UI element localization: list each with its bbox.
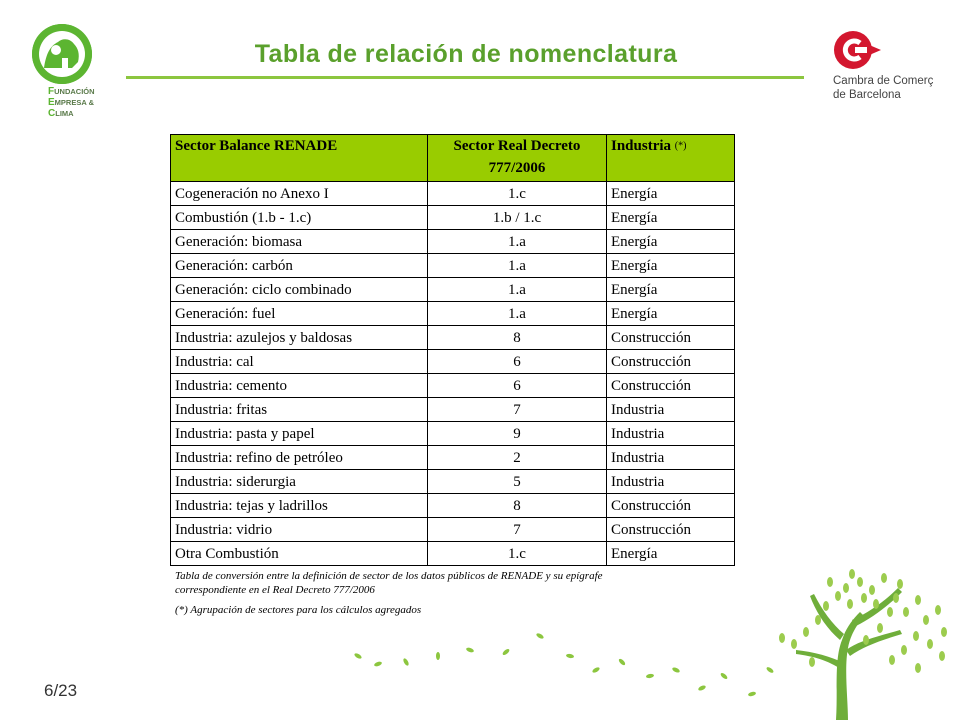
cell-sector-real-decreto: 1.a: [428, 230, 607, 254]
cell-sector-real-decreto: 6: [428, 350, 607, 374]
cell-sector-real-decreto: 8: [428, 494, 607, 518]
cell-industria: Industria: [607, 398, 735, 422]
cell-sector-real-decreto: 8: [428, 326, 607, 350]
cell-sector-renade: Industria: vidrio: [171, 518, 428, 542]
cell-industria: Construcción: [607, 326, 735, 350]
slide-title: Tabla de relación de nomenclatura: [254, 40, 678, 68]
header-sector-renade: Sector Balance RENADE: [171, 135, 428, 182]
cell-industria: Energía: [607, 182, 735, 206]
header-industria: Industria (*): [607, 135, 735, 182]
cell-sector-real-decreto: 7: [428, 398, 607, 422]
cell-industria: Construcción: [607, 374, 735, 398]
cell-sector-real-decreto: 2: [428, 446, 607, 470]
cell-industria: Industria: [607, 422, 735, 446]
cell-industria: Construcción: [607, 494, 735, 518]
cell-sector-real-decreto: 7: [428, 518, 607, 542]
cell-industria: Energía: [607, 206, 735, 230]
cell-sector-renade: Industria: tejas y ladrillos: [171, 494, 428, 518]
cell-sector-real-decreto: 1.a: [428, 254, 607, 278]
cell-sector-renade: Industria: fritas: [171, 398, 428, 422]
cell-industria: Energía: [607, 254, 735, 278]
cell-sector-real-decreto: 9: [428, 422, 607, 446]
cell-industria: Industria: [607, 446, 735, 470]
cambra-text: Cambra de Comerç de Barcelona: [833, 75, 934, 101]
cell-industria: Energía: [607, 542, 735, 566]
table-caption-line1: Tabla de conversión entre la definición de sector de los datos públicos de RENADE y su epígrafe: [175, 570, 603, 582]
cell-sector-renade: Generación: carbón: [171, 254, 428, 278]
cell-sector-renade: Generación: fuel: [171, 302, 428, 326]
cell-sector-renade: Otra Combustión: [171, 542, 428, 566]
cell-sector-renade: Industria: siderurgia: [171, 470, 428, 494]
cell-sector-real-decreto: 5: [428, 470, 607, 494]
cell-industria: Energía: [607, 278, 735, 302]
cell-industria: Construcción: [607, 350, 735, 374]
cell-sector-real-decreto: 1.c: [428, 182, 607, 206]
cell-industria: Construcción: [607, 518, 735, 542]
cell-sector-renade: Cogeneración no Anexo I: [171, 182, 428, 206]
logo-text: FUNDACIÓN EMPRESA & CLIMA: [48, 86, 95, 119]
cell-sector-real-decreto: 1.b / 1.c: [428, 206, 607, 230]
cell-sector-real-decreto: 1.a: [428, 278, 607, 302]
page-number: 6/23: [44, 681, 78, 700]
cell-industria: Industria: [607, 470, 735, 494]
cell-sector-renade: Generación: ciclo combinado: [171, 278, 428, 302]
cell-sector-renade: Industria: cal: [171, 350, 428, 374]
cell-sector-real-decreto: 6: [428, 374, 607, 398]
table-footnote: (*) Agrupación de sectores para los cálculos agregados: [175, 604, 422, 616]
cell-sector-renade: Industria: pasta y papel: [171, 422, 428, 446]
cell-sector-renade: Industria: azulejos y baldosas: [171, 326, 428, 350]
cell-industria: Energía: [607, 302, 735, 326]
cell-sector-real-decreto: 1.c: [428, 542, 607, 566]
header-sector-real-decreto: Sector Real Decreto 777/2006: [428, 135, 607, 182]
table-caption-line2: correspondiente en el Real Decreto 777/2006: [175, 584, 375, 596]
cell-sector-renade: Combustión (1.b - 1.c): [171, 206, 428, 230]
cell-sector-renade: Generación: biomasa: [171, 230, 428, 254]
cell-sector-real-decreto: 1.a: [428, 302, 607, 326]
cell-industria: Energía: [607, 230, 735, 254]
cell-sector-renade: Industria: cemento: [171, 374, 428, 398]
header-note-mark: (*): [674, 140, 687, 152]
cell-sector-renade: Industria: refino de petróleo: [171, 446, 428, 470]
